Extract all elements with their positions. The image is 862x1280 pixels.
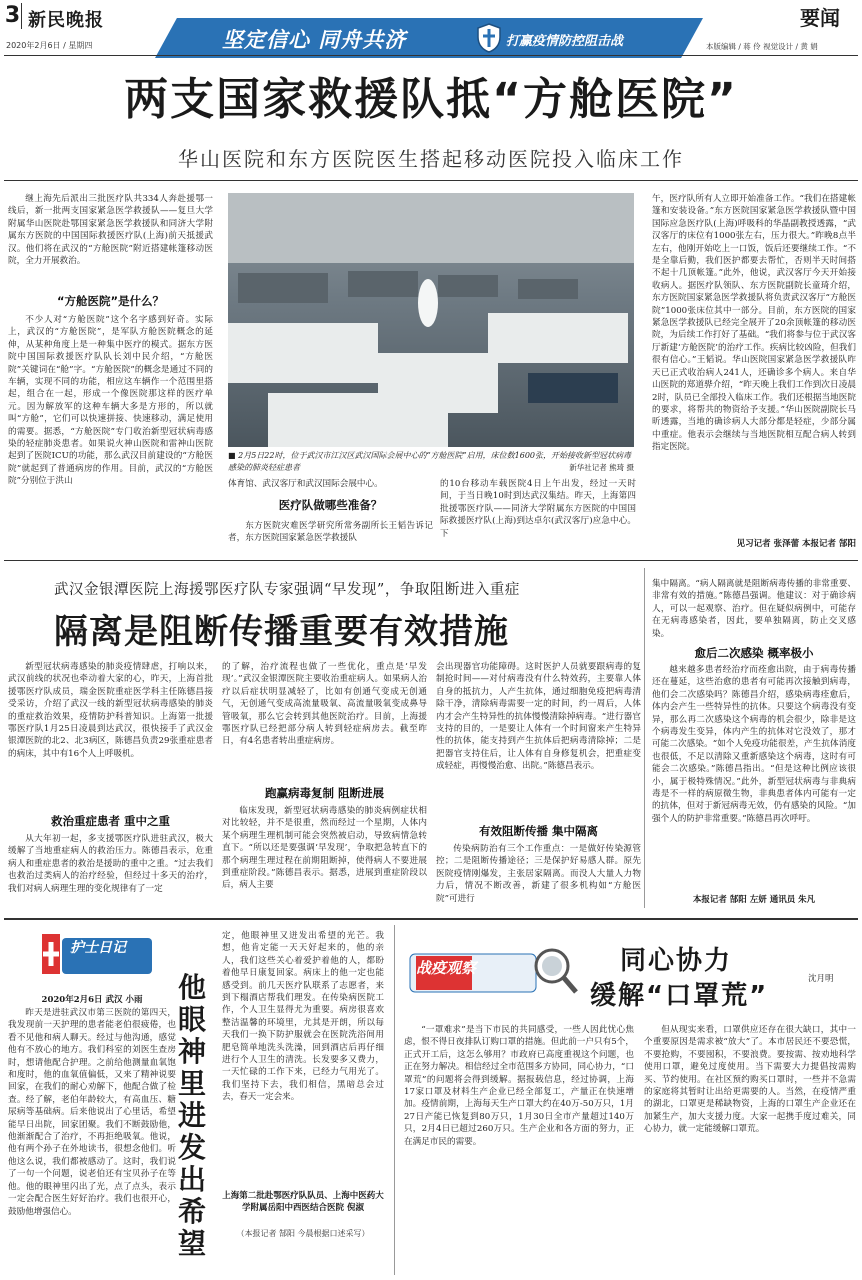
story3-col2: 定，他眼神里又迸发出希望的光芒。我想，他肯定能一天天好起来的，他的亲人，我们这些关心着爱护着他的人，都盼着他早日康复回家。病床上的他一定也能感受到。前几天医疗队联系了志愿者，来到下榻酒店帮我们理发。在传染病医院工作，个人卫生显得尤为重要。病房很喜欢整洁温馨的环境里，尤其是开朗，所以每天我们一换下防护服就会在医院洗浴间用肥皂简单地洗头洗澡，回到酒店后再仔细进行个人卫生的清洗。长发要多又费力，一天忙碌的工作下来，已经力气用光了。我们坚持下去，我们相信，黑暗总会过去，春天一定会来。 [222,931,384,1103]
story1-body4: 的10台移动车载医院4日上午出发，经过一天时间，于当日晚10时到达武汉集结。昨天，上海第四批援鄂医疗队——同济大学附属东方医院的中国国际救援医疗队(上海)到达卓尔(武汉客厅)应急中心。下 [440,479,636,539]
story2-col2b: 临床发现，新型冠状病毒感染的肺炎病例症状相对比较轻，并不是很重，然而经过一个星期，人体内某个病理生理机制可能会突然被启动，导致病情急转直下。“所以还是要强调‘早发现’，争取把急转直下的那个病理生理过程在前期阻断掉，使得病人不要进展到重症阶段。”陈德昌表示。据悉，进展到重症阶段以后，病人主要 [222,806,427,891]
story2-col1-sub: 救治重症患者 重中之重 [50,814,170,828]
story2-byline: 本报记者 郜阳 左妍 通讯员 朱凡 [692,895,816,905]
shield-icon [475,22,503,54]
story2-col4: 集中隔离。“病人隔离就是阻断病毒传播的非常重要、非常有效的措施。”陈德昌强调。他建议：对于确诊病人，可以一起观察、治疗。但在疑似病例中，可能存在无病毒感染者，因此，要单独隔离，防止交叉感染。 [652,579,856,638]
story1-rule [4,180,858,181]
story3-headline: 他眼神里进发出希望 [178,971,207,1260]
story1-right-col: 午，医疗队所有人立即开始准备工作。“我们在搭建帐篷和安装设备。”东方医院国家紧急医学救援队暨中国国际应急医疗队(上海)呼吸科的华晶副教授透露，“武汉客厅的床位有1000张左右，压力很大。”昨晚8点半左右，他刚开始吃上一口饭，饭后还要继续工作。“不是全靠后勤，我们医护都要去帮忙，否则半天时间搭不起十几顶帐篷。”此外，他说，武汉客厅今天开始接收病人。据医疗队领队、东方医院副院长童琦介绍，东方医院国家紧急医学救援队将负责武汉客厅“方舱医院”1000张床位其中一部分。目前，东方医院的国家紧急医学救援队已经完全展开了20余顶帐篷的移动医院，为后续工作打好了基础。“我们将参与位于武汉客厅新建‘方舱医院’的治疗工作。疾病比较凶险，但我们很有信心。”王韬说。华山医院国家紧急医学救援队昨天已正式收治病人241人，还确诊多个病人。来自华山医院的郑道骅介绍，“昨天晚上我们工作到次日凌晨2时，队员已全部投入临床工作。我们还根据当地医院的要求，将帮共的物资给予支援。”华山医院副院长马昕透露，当地的确诊病人大部分都是轻症，少部分属中重症。他表示会继续与当地医院相互配合病人转到指定医院。 [652,194,856,453]
story3-col1: 昨天是进驻武汉市第三医院的第四天，我发现前一天护理的患者能老伯很疲倦，也看不见他和病人聊天。经过与他沟通，感觉他有不放心的地方。我们科室的刘医生查房时，想请他配合护理。之前给他测量血氧饱和度时，他的血氧值偏低，又来了精神说要回家，在我们的耐心劝解下，他配合做了检查。经了解，老伯年龄较大，有高血压、糖尿病等基础病。后来他说出了心里话，希望能早日出院，回家团聚。我们不断鼓励他，他渐渐配合了治疗，不再拒绝吸氧。他说，他有两个孙子在外地读书，很想念他们。听他这么说，我们都被感动了。这时，我们说了一句一个问题，说老伯还有宝贝孙子在等他。他的眼神里闪出了光，点了点头，表示一定会配合医生好好治疗。我们也很开心，鼓励他增强信心。 [8,1008,176,1217]
story3-byline: 上海第二批赴鄂医疗队队员、上海中医药大学附属岳阳中西医结合医院 倪淑 [222,1191,384,1213]
story2-col3b: 传染病防治有三个工作重点：一是做好传染源管控；二是阻断传播途径；三是保护好易感人群。原先医院疫情刚爆发，主张居家隔离。而没人大量人力物力后，情况不断改善，新建了很多机构如“方舱医院”可进行 [436,844,641,904]
story1-subheadline: 华山医院和东方医院医生搭起移动医院投入临床工作 [178,147,684,171]
story2-bottom-rule [4,918,858,920]
story2-headline: 隔离是阻断传播重要有效措施 [54,612,509,652]
story3-byline2: （本报记者 郜阳 今晨根据口述采写） [236,1229,370,1238]
story4-author: 沈月明 [808,974,834,984]
story4-headline-line2: 缓解“口罩荒” [590,981,769,1011]
banner-slogan: 坚定信心 同舟共济 [222,28,407,52]
page-number: 3 [4,3,21,28]
story1-sub2: 医疗队做哪些准备？ [278,498,383,512]
credits: 本版编辑 / 蒋 伶 视觉设计 / 黄 娟 [706,42,818,51]
war-epidemic-label: 战疫观察 [416,959,477,977]
masthead-divider [4,55,858,56]
date-line: 2020年2月6日 / 星期四 [6,41,93,50]
story2-col3: 会出现器官功能障碍。这时医护人员就要跟病毒的复制抢时间——对付病毒没有什么特效药，主要靠人体自身的抵抗力，人产生抗体，通过细胞免疫把病毒清除干净，清除病毒需要一定的时间，约一周后，人体内才会产生特异性的抗体慢慢清除掉病毒。“进行器官支持的目的，一是要让人体有一个时间窗来产生特异性的抗体，能支持到产生抗体后把病毒清除掉；二是把器官支持住后，让人体有自身修复机会，把重症变成轻症，再慢慢治愈、出院。”陈德昌表示。 [436,662,641,772]
story1-body3: 东方医院灾难医学研究所常务副所长王韬告诉记者，东方医院国家紧急医学救援队 [228,521,433,544]
story3-date-author: 2020年2月6日 武汉 小雨 [41,995,143,1005]
story1-sub1: “方舱医院”是什么？ [56,294,165,308]
story4-col2: 但从现实来看，口罩供应还存在很大缺口，其中一个重要原因是需求被“放大”了。本市居民还不要恐慌，不要抢购，不要囤积，不要浪费。要按需、按劝地科学使用口罩，避免过度使用。当下需要大力提倡按需购买、节约使用。在社区预约购买口罩时，一些并不急需的家庭将其暂时让出给更需要的人。当然，在疫情严重的湖北，口罩更是稀缺物资，上海的口罩生产企业还在加紧生产，加大支援力度。大家一起携手度过难关，同心协力，就一定能缓解口罩荒。 [644,1025,856,1135]
story1-body2: 体育馆、武汉客厅和武汉国际会展中心。 [228,479,383,489]
story2-col1b: 从大年初一起，多支援鄂医疗队进驻武汉，极大缓解了当地重症病人的救治压力。陈德昌表示，危重病人和重症患者的救治是援助的重中之重。“过去我们也救治过类病人的治疗经验，但经过十多天的治疗，我们对病人病理生理的变化规律有了一定 [8,834,213,894]
story2-col4b: 越来越多患者经治疗而痊愈出院，由于病毒传播还在蔓延，这些治愈的患者有可能再次接触到病毒，他们会二次感染吗？陈德昌介绍，感染病毒痊愈后，体内会产生一些特异性的抗体。只要这个病毒没有变异，那么再二次感染这个病毒的机会很少，除非是这个病毒发生变异，体内产生的抗体对它没效了，那才可能二次感染。“如个人免疫功能很差，产生抗体消度也很低，不足以清除又重新感染这个病毒，这时有可能会二次感染。”陈德昌指出。“但是这种比例应该很小，属于极特殊情况。”此外，新型冠状病毒与非典病毒是不一样的病原微生物，非典患者体内可能有一定的抗体，但对于新冠病毒无效，仍有感染的风险。“加强个人的防护非常重要。”陈德昌再次呼吁。 [652,665,856,824]
story2-col1: 新型冠状病毒感染的肺炎疫情肆虐，打响以来，武汉前线的状况也牵动着大家的心，昨天，上海首批援鄂医疗队成员，瑞金医院重症医学科主任陈德昌接受采访，介绍了武汉一线的新型冠状病毒感染的肺炎的重症救治效果，疫情防护科普知识。上海第一批援鄂医疗队1月25日凌晨到达武汉，很快接手了武汉金银潭医院的北2、北3病区，陈德昌负责29张重症患者的病床，其中有16个人上呼吸机。 [8,662,213,759]
nurse-diary-label: 护士日记 [70,940,126,956]
story3-divider [394,925,395,1275]
story2-col2-sub: 跑赢病毒复制 阻断进展 [264,786,384,800]
story1-byline: 见习记者 张泽蕾 本报记者 郜阳 [736,539,856,549]
story4-headline-line1: 同心协力 [620,946,733,976]
story1-headline: 两支国家救援队抵“方舱医院” [124,74,738,125]
story2-col3-sub: 有效阻断传播 集中隔离 [478,824,598,838]
story2-col2: 的了解，治疗流程也做了一些优化，重点是‘早发现’。”武汉金银潭医院主要收治重症病人。如果病人治疗以后症状明显减轻了，比如有创通气变成无创通气，无创通气变成高流量吸氧、高流量吸氧变成鼻导管吸氧，那么它会转到其他医院治疗。目前，上海援鄂医疗队已经把部分病人转到轻症病房去。截至昨日，有4名患者转出重症病房。 [222,662,427,747]
story1-body1: 不少人对“方舱医院”这个名字感到好奇。实际上，武汉的“方舱医院”，是军队方舱医院概念的延伸，从某种角度上是一种集中医疗的模式。据东方医院中国国际救援医疗队队长刘中民介绍，“方舱医院”关键词在“舱”字。“方舱医院”的概念是通过不同的车辆，实现不同的功能，相应这车辆作一个范围里搭起，组合在一起，形成一个像医院那这样的医疗单元。因为解放军的这种车辆大多是方形的，所以就叫“方舱”，它们可以快速拼接、快速移动，满足使用的需要。据悉，“方舱医院”专门收治新型冠状病毒感染的轻症肺炎患者。如果说火神山医院和雷神山医院起到了医院ICU的功能，那么武汉目前建设的“方舱医院”就起到了普通病房的作用。目前，武汉的“方舱医院”分别位于洪山 [8,315,213,487]
story1-lead: 继上海先后派出三批医疗队共334人奔赴援鄂一线后，新一批两支国家紧急医学救援队——复旦大学附属华山医院赴鄂国家紧急医学救援队和同济大学附属东方医院的中国国际救援医疗队(上海)前天抵援武汉。他们将在武汉的“方舱医院”附近搭建帐篷移动医院，全力开展救治。 [8,194,213,267]
story4-col1: “一罩难求”是当下市民的共同感受，一些人因此忧心焦虑，恨不得日夜排队订购口罩的措施。但此前一户只有5个，正式开工后，这怎么够用？市政府已高度重视这个问题，也正在努力解决。相信经过全市范围多方协同，同心协力，“口罩荒”的问题将会得到缓解。据报载信息，经过协调，上海17家口罩及材料生产企业已经全部复工，产量正在快速增加。疫情前期，上海每天生产口罩大约在40万-50万只，1月27日产能已恢复到80万只，1月30日全市产量超过140万只，2月4日已超过260万只。生产企业和各方面的努力，正在满足市民的需要。 [404,1025,634,1147]
hospital-photo [228,193,634,447]
story1-bottom-rule [4,560,858,561]
story2-col4-sub: 愈后二次感染 概率极小 [694,646,814,660]
paper-name: 新民晚报 [28,10,104,31]
photo-caption: ■ 2月5日22时，位于武汉市江汉区武汉国际会展中心的“方舱医院”启用，床位数1600张，开始接收新型冠状病毒感染的肺炎轻症患者 [228,451,631,472]
story2-col-divider [644,568,645,908]
section-title: 要闻 [800,6,840,30]
story2-kicker: 武汉金银潭医院上海援鄂医疗队专家强调“早发现”，争取阻断进入重症 [54,582,520,598]
banner-campaign: 打赢疫情防控阻击战 [506,34,624,49]
photo-credit: 新华社记者 熊琦 摄 [569,463,634,472]
